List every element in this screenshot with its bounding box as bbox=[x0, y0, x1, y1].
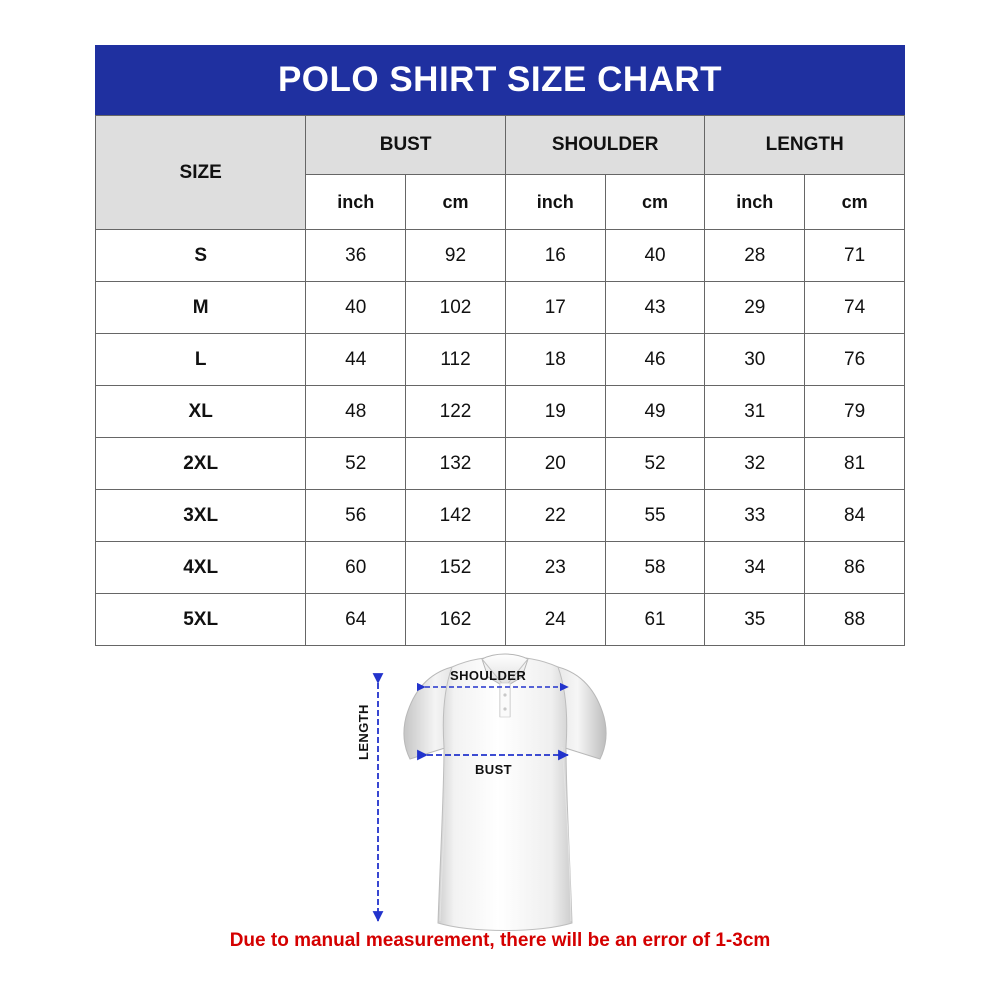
cell-length-inch: 28 bbox=[705, 230, 805, 282]
table-row bbox=[96, 542, 905, 594]
measurement-note: Due to manual measurement, there will be an error of 1-3cm bbox=[229, 930, 771, 951]
cell-bust-inch: 48 bbox=[306, 386, 406, 438]
cell-length-cm: 81 bbox=[805, 438, 905, 490]
table-group-header-row bbox=[96, 116, 905, 175]
cell-length-inch: 34 bbox=[705, 542, 805, 594]
cell-length-cm: 79 bbox=[805, 386, 905, 438]
cell-size: 2XL bbox=[96, 438, 306, 490]
cell-shoulder-cm: 40 bbox=[605, 230, 705, 282]
unit-header-shoulder-cm: cm bbox=[605, 175, 705, 230]
cell-length-cm: 71 bbox=[805, 230, 905, 282]
unit-header-shoulder-inch: inch bbox=[505, 175, 605, 230]
table-row bbox=[96, 282, 905, 334]
cell-length-inch: 33 bbox=[705, 490, 805, 542]
cell-size: M bbox=[96, 282, 306, 334]
unit-header-bust-cm: cm bbox=[406, 175, 506, 230]
cell-length-inch: 31 bbox=[705, 386, 805, 438]
cell-size: 5XL bbox=[96, 594, 306, 646]
cell-shoulder-cm: 46 bbox=[605, 334, 705, 386]
cell-bust-inch: 44 bbox=[306, 334, 406, 386]
cell-length-cm: 74 bbox=[805, 282, 905, 334]
cell-shoulder-cm: 49 bbox=[605, 386, 705, 438]
size-chart-table bbox=[95, 115, 905, 646]
cell-shoulder-inch: 18 bbox=[505, 334, 605, 386]
cell-bust-inch: 64 bbox=[306, 594, 406, 646]
cell-shoulder-inch: 19 bbox=[505, 386, 605, 438]
cell-bust-cm: 152 bbox=[406, 542, 506, 594]
cell-bust-cm: 112 bbox=[406, 334, 506, 386]
cell-size: 3XL bbox=[96, 490, 306, 542]
table-row bbox=[96, 230, 905, 282]
cell-length-inch: 32 bbox=[705, 438, 805, 490]
bust-label: BUST bbox=[475, 762, 512, 777]
shoulder-label: SHOULDER bbox=[450, 668, 527, 683]
size-chart bbox=[95, 45, 905, 646]
cell-shoulder-inch: 23 bbox=[505, 542, 605, 594]
cell-shoulder-inch: 17 bbox=[505, 282, 605, 334]
cell-shoulder-inch: 20 bbox=[505, 438, 605, 490]
cell-length-inch: 35 bbox=[705, 594, 805, 646]
cell-shoulder-inch: 22 bbox=[505, 490, 605, 542]
cell-bust-cm: 102 bbox=[406, 282, 506, 334]
cell-shoulder-cm: 52 bbox=[605, 438, 705, 490]
table-row bbox=[96, 334, 905, 386]
cell-bust-cm: 122 bbox=[406, 386, 506, 438]
table-row bbox=[96, 438, 905, 490]
cell-bust-inch: 60 bbox=[306, 542, 406, 594]
cell-size: XL bbox=[96, 386, 306, 438]
cell-shoulder-inch: 16 bbox=[505, 230, 605, 282]
cell-length-cm: 84 bbox=[805, 490, 905, 542]
cell-length-cm: 76 bbox=[805, 334, 905, 386]
cell-shoulder-cm: 61 bbox=[605, 594, 705, 646]
cell-size: L bbox=[96, 334, 306, 386]
unit-header-bust-inch: inch bbox=[306, 175, 406, 230]
table-row bbox=[96, 490, 905, 542]
unit-header-length-cm: cm bbox=[805, 175, 905, 230]
cell-shoulder-cm: 58 bbox=[605, 542, 705, 594]
cell-size: S bbox=[96, 230, 306, 282]
page-title: POLO SHIRT SIZE CHART bbox=[95, 45, 905, 115]
cell-length-inch: 29 bbox=[705, 282, 805, 334]
column-header-bust: BUST bbox=[306, 116, 506, 175]
cell-bust-cm: 162 bbox=[406, 594, 506, 646]
cell-bust-inch: 36 bbox=[306, 230, 406, 282]
table-row bbox=[96, 386, 905, 438]
column-header-shoulder: SHOULDER bbox=[505, 116, 705, 175]
cell-bust-inch: 40 bbox=[306, 282, 406, 334]
cell-size: 4XL bbox=[96, 542, 306, 594]
cell-shoulder-inch: 24 bbox=[505, 594, 605, 646]
cell-bust-cm: 142 bbox=[406, 490, 506, 542]
cell-length-inch: 30 bbox=[705, 334, 805, 386]
cell-bust-cm: 132 bbox=[406, 438, 506, 490]
cell-bust-cm: 92 bbox=[406, 230, 506, 282]
unit-header-length-inch: inch bbox=[705, 175, 805, 230]
column-header-size: SIZE bbox=[96, 116, 306, 230]
measurement-diagram bbox=[340, 625, 670, 935]
length-label: LENGTH bbox=[356, 704, 371, 760]
column-header-length: LENGTH bbox=[705, 116, 905, 175]
cell-shoulder-cm: 43 bbox=[605, 282, 705, 334]
cell-shoulder-cm: 55 bbox=[605, 490, 705, 542]
cell-bust-inch: 56 bbox=[306, 490, 406, 542]
cell-bust-inch: 52 bbox=[306, 438, 406, 490]
cell-length-cm: 86 bbox=[805, 542, 905, 594]
cell-length-cm: 88 bbox=[805, 594, 905, 646]
